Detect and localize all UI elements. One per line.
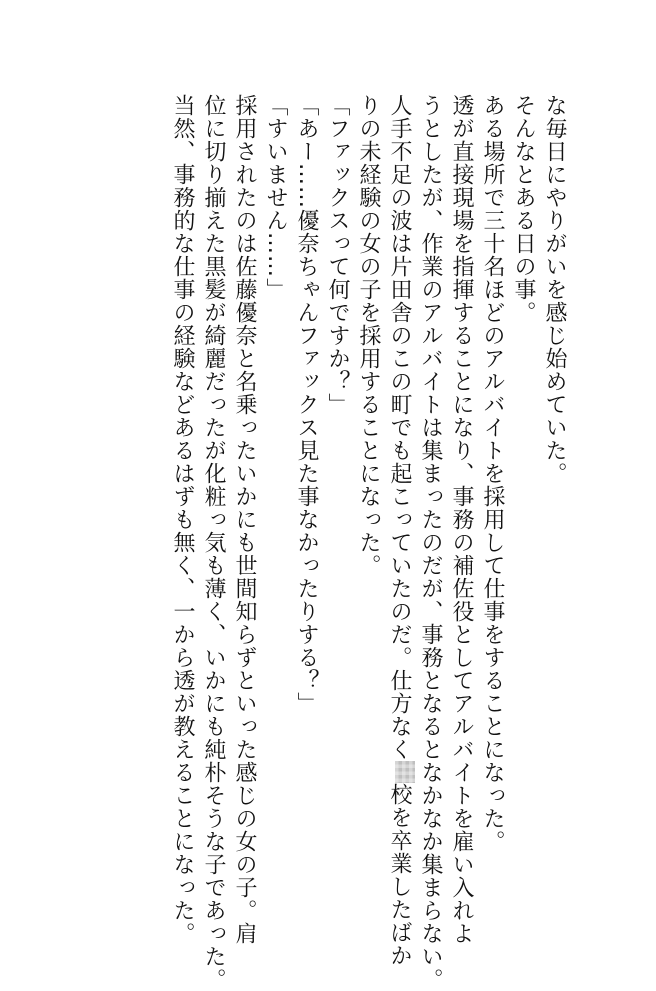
text-line-6-before: 人手不足の波は片田舎のこの町でも起こっていたのだ。仕方なく bbox=[387, 94, 412, 761]
text-line-6 bbox=[384, 94, 415, 967]
text-line-7: りの未経験の女の子を採用することになった。 bbox=[356, 94, 381, 577]
text-line-11: 採用されたのは佐藤優奈と名乗ったいかにも世間知らずといった感じの女の子。肩 bbox=[232, 94, 257, 945]
text-line-13: 当然、事務的な仕事の経験などあるはずも無く、一から透が教えることになった。 bbox=[170, 94, 195, 945]
text-line-10: 「すいません……」 bbox=[263, 94, 288, 301]
text-line-8: 「ファックスって何ですか？」 bbox=[325, 94, 350, 416]
text-line-2: そんなとある日の事。 bbox=[511, 94, 536, 324]
text-line-6-after: 校を卒業したばか bbox=[387, 783, 412, 967]
text-line-1: な毎日にやりがいを感じ始めていた。 bbox=[542, 94, 567, 485]
censor-mosaic bbox=[395, 761, 415, 783]
text-line-3: ある場所で三十名ほどのアルバイトを採用して仕事をすることになった。 bbox=[480, 94, 505, 853]
vertical-text-body bbox=[167, 94, 570, 991]
text-line-4: 透が直接現場を指揮することになり、事務の補佐役としてアルバイトを雇い入れよ bbox=[449, 94, 474, 945]
text-line-12: 位に切り揃えた黒髪が綺麗だったが化粧っ気も薄く、いかにも純朴そうな子であった。 bbox=[201, 94, 226, 991]
text-line-5: うとしたが、作業のアルバイトは集まったのだが、事務となるとなかなか集まらない。 bbox=[418, 94, 443, 991]
text-line-9: 「あー……優奈ちゃんファックス見た事なかったりする？」 bbox=[294, 94, 319, 715]
